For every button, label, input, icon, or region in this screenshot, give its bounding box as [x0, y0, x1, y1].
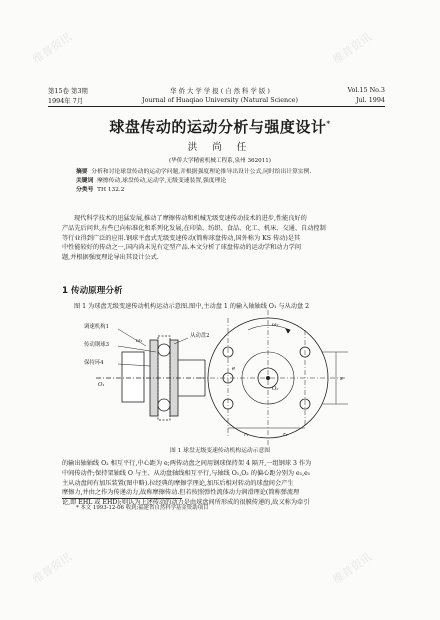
date-cn: 1994年 7月	[48, 97, 84, 105]
label-retainer: 保持环4	[84, 360, 104, 366]
section-heading: 1 传动原理分析	[62, 286, 123, 296]
watermark: 维普资讯	[330, 30, 375, 67]
intro-line: 等行业得到广泛的应用.钢球平盘式无级变速传动(简称球盘传动,国外称为 KS 传动)是其	[62, 234, 301, 242]
label-r1: r₁	[244, 432, 249, 438]
footnote-rule	[62, 498, 182, 499]
body-paragraph	[62, 459, 384, 508]
body-line: 的输出轴轴线 O₂ 相互平行,中心距为 e;两传动盘之间用钢球保持架 4 隔开,一组钢球 3 作为	[62, 460, 312, 467]
label-e: e	[232, 366, 236, 372]
body-line: 论,即 EHL 或 EHD);则认为上述传动的动力是由球盘间所形成的很膜传递的,故又称为牵引	[62, 499, 310, 507]
figure-caption: 图 1 球盘无级变速传动机构运动示意图	[169, 448, 271, 454]
footnote: * 本文 1993-12-06 收到;福建省自然科学基金资助项目	[76, 505, 209, 511]
body-line: 摩擦力,并由之作为传递动力,故称摩擦传动.但若按照弹性流体动力润滑理论(简称弹流理	[62, 489, 300, 497]
label-o2: O₂	[272, 386, 279, 392]
abstract-text: 分析和讨论球盘传动的运动学问题,并根据强度理论推导出设计公式,同时给出计算实例.	[91, 169, 312, 175]
label-r2: r₂	[283, 432, 288, 438]
keywords: 摩擦传动,球盘传动,运动学,无级变速装置,强度理论	[97, 178, 227, 184]
body-line: 中间传动件;保持架轴线 O 与主、从动盘轴线相互平行,与轴线 O₁,O₂ 的偏心距分别为 e₁,e₁	[62, 469, 311, 477]
ball-section	[158, 344, 170, 356]
label-o1: O₁	[98, 382, 105, 388]
label-driven-disk: 从动盘2	[190, 333, 210, 339]
watermark: 维普资讯	[30, 550, 75, 587]
affiliation: (华侨大学精密机械工程系,泉州 362011)	[169, 158, 271, 164]
journal-name-cn: 华 侨 大 学 学 报 ( 自 然 科 学 版 )	[170, 87, 270, 95]
watermark: 维普资讯	[330, 550, 375, 587]
body-line: 主从动盘间有加压装置(图中略).拉经典的摩擦学理论,加压后相对转动的球盘间会产生	[62, 479, 294, 487]
label-omega2: ω₂	[272, 322, 279, 328]
class-no-label: 分类号	[76, 187, 94, 193]
keywords-label: 关键词	[76, 178, 94, 184]
class-no: TH 132.2	[97, 187, 125, 193]
watermark: 维普资讯	[30, 30, 75, 67]
author: 洪 尚 任	[187, 142, 253, 153]
drive-disk-left	[122, 352, 144, 402]
label-pressure-mechanism: 调速机构1	[84, 324, 109, 330]
volume-issue-en: Vol.15 No.3	[347, 86, 385, 94]
label-omega1: ω₁	[136, 338, 143, 344]
title-text: 球盘传动的运动分析与强度设计	[109, 118, 327, 136]
title-footnote-mark: *	[326, 119, 331, 128]
volume-issue-cn: 第15卷 第3期	[48, 87, 88, 95]
intro-line: 题,并根据强度理论导出其设计公式.	[62, 254, 159, 262]
ball-section	[158, 399, 170, 411]
paragraph-text: 图 1 为球盘无级变速传动机构运动示意图.图中,主动盘 1 的输入轴轴线 O₁ 与从动盘 2	[74, 303, 310, 310]
date-en: Jul. 1994	[355, 96, 385, 104]
journal-name-en: Journal of Huaqiao University (Natural Science)	[142, 96, 298, 104]
intro-line: 中性能较好的传动之一,国内尚未见有定型产品.本文分析了球盘传动的运动学和动力学问	[62, 244, 302, 252]
label-steel-ball: 传动钢球3	[84, 342, 109, 348]
abstract-label: 摘要	[76, 169, 88, 175]
label-s: s	[340, 376, 343, 382]
intro-line: 产品先后问世,有些已向标准化和系列化发展,在印染、纺织、食品、化工、机床、交通、自动控制	[62, 224, 326, 232]
intro-line: 现代科学技术的迅猛发展,推动了摩擦传动和机械无级变速传动技术的进步,性能良好的	[74, 215, 307, 222]
